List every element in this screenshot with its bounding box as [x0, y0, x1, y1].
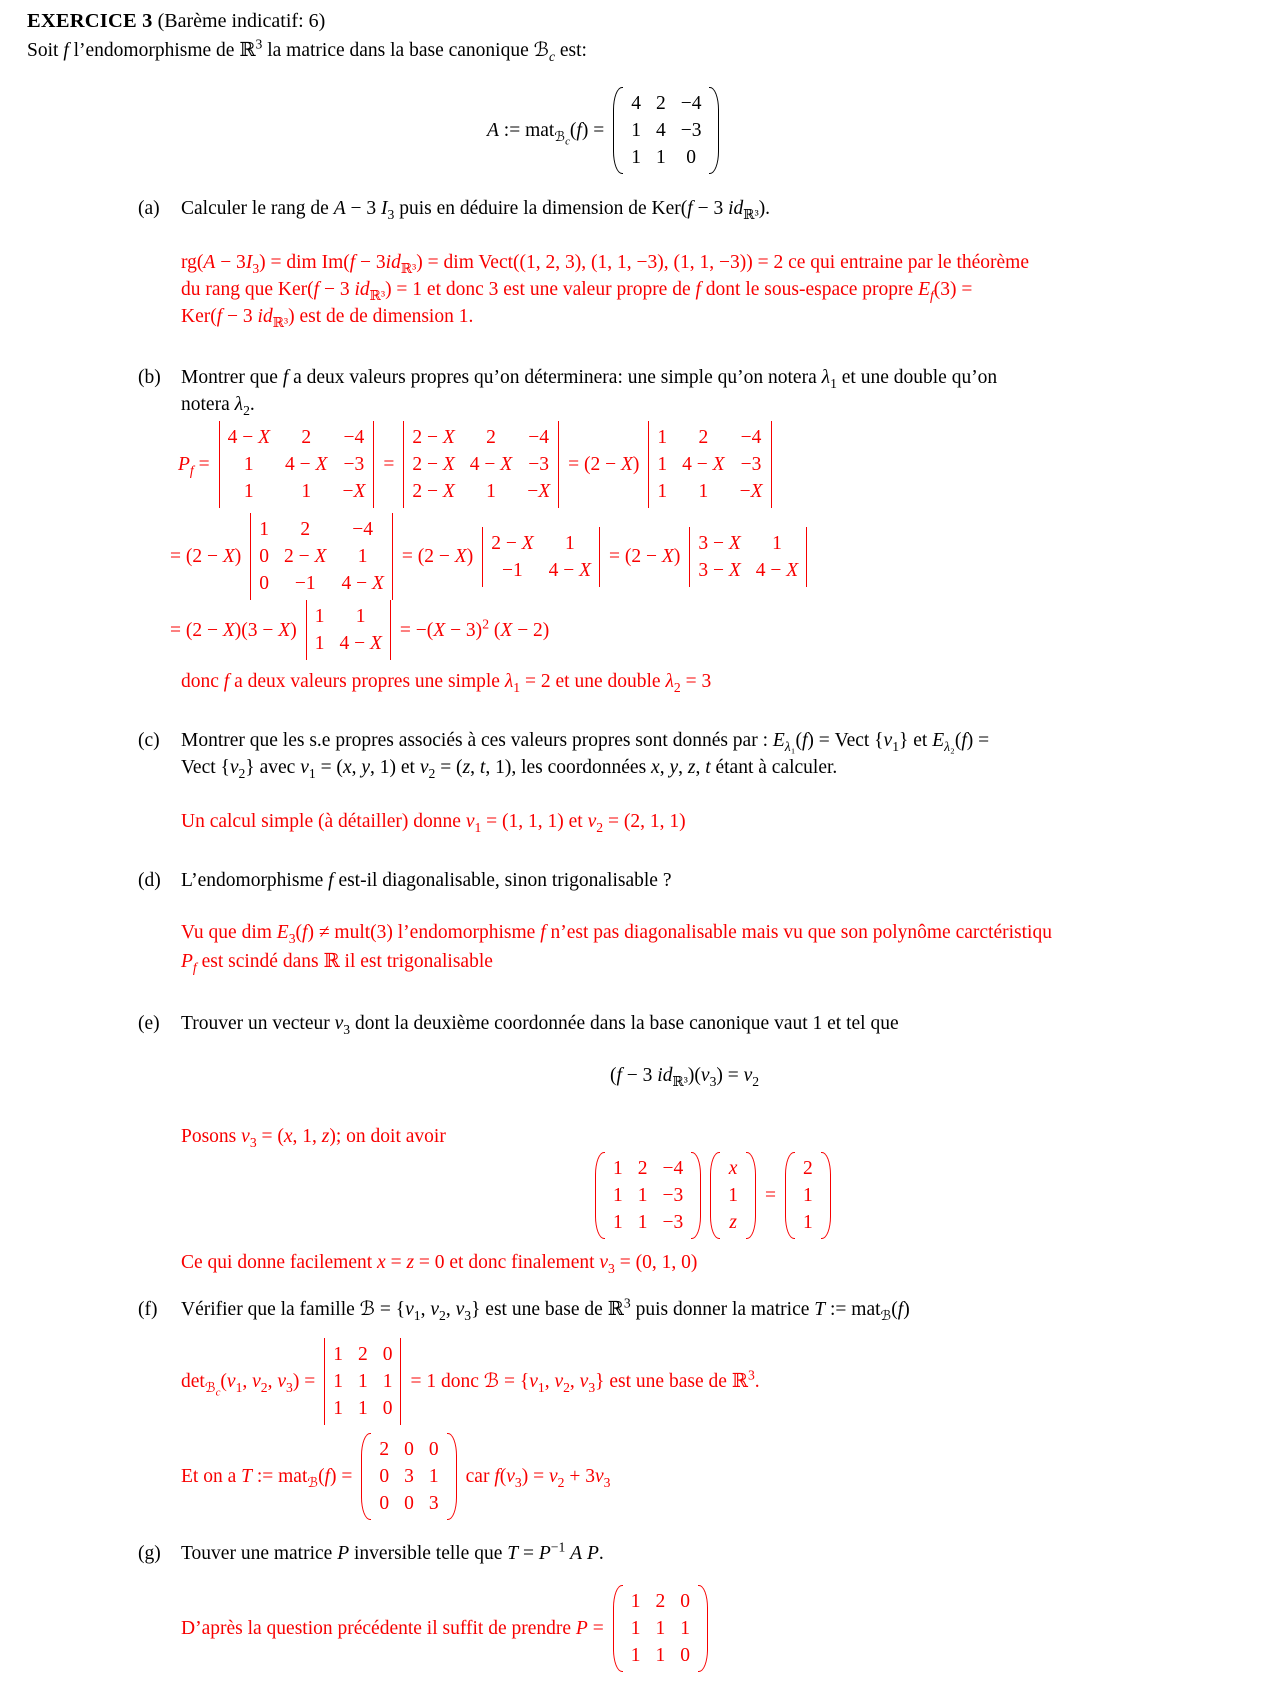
matrix-cell: −3	[662, 1212, 684, 1233]
unknown-vector	[710, 1152, 756, 1239]
matrix-cell: −1	[294, 573, 316, 594]
t-lead: Et on a T := mat$_ℬ$(f) =	[181, 1466, 353, 1490]
answer-b-conclusion: donc f a deux valeurs propres une simple $\lambda_1 = 2$ et une double $\lambda_2 = 3$	[181, 671, 712, 695]
matrix-cell: −4	[528, 427, 550, 448]
exercise-title	[27, 10, 1264, 33]
matrix-cell: 1	[564, 532, 575, 554]
item-g	[138, 1540, 1264, 1567]
item-c-text: Montrer que les s.e propres associés à ces valeurs propres sont donnés par : $E_{\lambda_1}(f)$ = Vect $\{v_1\}$ et $E_{\lambda_2}(f)$ = Vect $\{v_2\}$ avec $v_1 = (x$, y, 1) et $v_2 = (z$, t, 1), les coordonnées x, y, z, t étant à calculer.	[181, 730, 990, 781]
item-f-label: (f)	[138, 1299, 158, 1320]
matrix-cell: 1	[382, 1371, 393, 1392]
matrix-cell: 1	[333, 1344, 343, 1365]
matrix-cell: 2	[486, 427, 496, 448]
matrix-cell: 4 − X	[341, 573, 384, 594]
item-a	[138, 195, 1264, 222]
answer-f-t-matrix	[181, 1433, 1264, 1520]
matrix-cell: 2 − X	[412, 454, 455, 475]
t-tail: car $f(v_3) = v_2 + 3v_3$	[465, 1466, 611, 1490]
matrix-a-lead: A := mat$_{ℬ_c}$(f) =	[487, 120, 605, 148]
determinant-1	[219, 421, 375, 508]
matrix-cell: 1	[243, 454, 254, 475]
matrix-cell: 0	[259, 573, 270, 594]
item-f-text: Vérifier que la famille ℬ = {$v_1$, $v_2$, $v_3$} est une base de ℝ$^3$ puis donner la matrice T := mat$_ℬ$(f)	[181, 1295, 910, 1323]
matrix-cell: 1	[655, 147, 666, 168]
item-c-label: (c)	[138, 730, 160, 751]
matrix-cell: 2	[637, 1158, 648, 1179]
matrix-cell: 1	[259, 519, 270, 540]
matrix-cell: −X	[342, 481, 366, 502]
matrix-cell: 2	[698, 427, 709, 448]
matrix-cell: 4 − X	[682, 454, 725, 475]
matrix-cell: 2	[357, 1344, 368, 1365]
matrix-cell: 1	[803, 1212, 813, 1233]
matrix-cell: 1	[631, 147, 641, 168]
matrix-p	[613, 1585, 708, 1672]
answer-g	[181, 1585, 1264, 1672]
matrix-cell: 1	[357, 1371, 368, 1392]
matrix-cell: 0	[259, 546, 270, 567]
matrix-cell: 3 − X	[698, 532, 741, 554]
factor-2-minus-x: = (2 − X)	[170, 546, 242, 567]
answer-a: $rg(A - 3I_3)$ = dim $Im(f - 3id_{ℝ^3})$ = dim Vect((1, 2, 3), (1, 1, −3), (1, 1, −3)) = 2 ce qui entraine par le théorème du rang que Ker(f − 3 $id_{ℝ^3}) = 1$ et donc 3 est une valeur propre de f dont le sous-espace propre $E_f(3)$ = Ker(f − 3 $id_{ℝ^3}$) est de de dimension 1.	[181, 252, 1030, 330]
matrix-cell: 2	[300, 519, 311, 540]
matrix-cell: 1	[772, 532, 782, 554]
paren-right	[691, 1152, 701, 1239]
matrix-cell: 0	[680, 1645, 690, 1666]
paren-right	[698, 1585, 708, 1672]
paren-left	[710, 1152, 720, 1239]
factor-2-minus-x: = (2 − X)	[609, 546, 681, 567]
matrix-cell: 1	[630, 1618, 641, 1639]
matrix-cell: 1	[637, 1185, 648, 1206]
matrix-cell: 1	[680, 1618, 690, 1639]
item-d	[138, 867, 1264, 894]
matrix-t-grid	[375, 1433, 442, 1520]
matrix-cell: −4	[740, 427, 762, 448]
paren-left	[785, 1152, 795, 1239]
answer-d: Vu que dim $E_3(f)$ ≠ mult(3) l’endomorphisme f n’est pas diagonalisable mais vu que son polynôme carctéristiqu $P_f$ est scindé dans ℝ il est trigonalisable	[181, 922, 1052, 975]
determinant-6	[689, 527, 807, 587]
matrix-cell: 2	[379, 1439, 390, 1460]
matrix-cell: 2 − X	[412, 481, 455, 502]
matrix-cell: 3	[404, 1466, 414, 1487]
matrix-cell: 0	[686, 147, 696, 168]
matrix-cell: −4	[352, 519, 374, 540]
matrix-cell: 1	[803, 1185, 813, 1206]
item-d-label: (d)	[138, 870, 161, 891]
matrix-cell: −3	[343, 454, 365, 475]
char-poly-line-3	[170, 600, 1264, 660]
unknown-vector-grid	[724, 1152, 742, 1239]
matrix-cell: 1	[333, 1398, 343, 1419]
matrix-cell: 4 − X	[227, 427, 271, 448]
char-poly-line-1	[178, 421, 1264, 508]
item-b	[138, 364, 1264, 418]
matrix-cell: −X	[527, 481, 551, 502]
answer-f-determinant	[181, 1338, 1264, 1425]
matrix-cell: 0	[680, 1591, 690, 1612]
matrix-cell: 1	[613, 1212, 623, 1233]
answer-e-posons: Posons $v_3 = (x$, 1, z); on doit avoir	[181, 1126, 446, 1150]
determinant-7	[306, 600, 391, 660]
matrix-a-definition	[487, 87, 1264, 174]
paren-right	[447, 1433, 457, 1520]
matrix-cell: 1	[428, 1466, 439, 1487]
paren-left	[361, 1433, 371, 1520]
matrix-cell: 4 − X	[755, 559, 799, 581]
matrix-cell: 1	[301, 481, 312, 502]
matrix-cell: 4	[655, 120, 666, 141]
matrix-a-grid	[627, 87, 705, 174]
matrix-t	[361, 1433, 456, 1520]
matrix-cell: −3	[662, 1185, 684, 1206]
item-c	[138, 727, 1264, 781]
matrix-cell: 2 − X	[284, 546, 327, 567]
paren-right	[821, 1152, 831, 1239]
matrix-cell: 3	[428, 1493, 439, 1514]
matrix-cell: 1	[657, 427, 668, 448]
matrix-cell: 1	[333, 1371, 343, 1392]
matrix-cell: 4 − X	[285, 454, 328, 475]
det-tail: = 1 donc ℬ = {$v_1$, $v_2$, $v_3$} est une base de ℝ$^3$.	[410, 1367, 760, 1395]
matrix-cell: 4 − X	[469, 454, 513, 475]
matrix-cell: 2	[655, 1591, 666, 1612]
matrix-cell: 4	[631, 93, 641, 114]
result-vector	[785, 1152, 831, 1239]
matrix-cell: 1	[357, 1398, 368, 1419]
answer-e-conclusion: Ce qui donne facilement x = z = 0 et donc finalement $v_3 = (0$, 1, 0)	[181, 1252, 698, 1276]
matrix-cell: 2	[803, 1158, 813, 1179]
item-d-text: L’endomorphisme f est-il diagonalisable, sinon trigonalisable ?	[181, 870, 672, 891]
matrix-cell: x	[728, 1158, 738, 1179]
equals-sign: =	[765, 1185, 776, 1206]
matrix-cell: 3 − X	[698, 559, 741, 581]
matrix-cell: −1	[502, 559, 523, 581]
determinant-2	[403, 421, 559, 508]
matrix-cell: −X	[739, 481, 763, 502]
item-g-label: (g)	[138, 1543, 161, 1564]
matrix-cell: 1	[630, 1591, 641, 1612]
exercise-title-number: EXERCICE 3	[27, 10, 153, 32]
matrix-cell: 1	[630, 1645, 641, 1666]
intro-text: Soit f l’endomorphisme de ℝ$^3$ la matrice dans la base canonique ℬ$_c$ est:	[27, 36, 587, 64]
matrix-cell: 1	[637, 1212, 648, 1233]
char-poly-line-2	[170, 513, 1264, 600]
matrix-system	[595, 1152, 701, 1239]
matrix-cell: −3	[680, 120, 702, 141]
paren-left	[613, 87, 623, 174]
matrix-cell: 0	[428, 1439, 439, 1460]
matrix-cell: 1	[613, 1185, 623, 1206]
matrix-cell: 1	[314, 633, 325, 654]
item-a-text: Calculer le rang de A − 3 $I_3$ puis en déduire la dimension de Ker(f − 3 $id_{ℝ^3}$).	[181, 198, 771, 222]
matrix-cell: 0	[382, 1344, 393, 1365]
pf-lead: $P_f$ =	[178, 454, 210, 478]
matrix-cell: 1	[613, 1158, 623, 1179]
paren-right	[746, 1152, 756, 1239]
factor-2x-3x: = (2 − X)(3 − X)	[170, 619, 297, 641]
matrix-cell: z	[729, 1212, 737, 1233]
matrix-cell: 1	[314, 606, 325, 627]
matrix-cell: 1	[655, 1645, 666, 1666]
item-a-label: (a)	[138, 198, 160, 219]
system-matrix-grid	[609, 1152, 687, 1239]
matrix-cell: 1	[357, 546, 368, 567]
determinant-4	[250, 513, 393, 600]
matrix-cell: 4 − X	[548, 559, 592, 581]
matrix-cell: 2	[655, 93, 666, 114]
matrix-cell: 0	[382, 1398, 393, 1419]
answer-e-matrix-equation	[595, 1152, 1264, 1239]
factor-2-minus-x: = (2 − X)	[568, 454, 640, 475]
paren-left	[613, 1585, 623, 1672]
matrix-a	[613, 87, 719, 174]
exercise-title-bareme: (Barème indicatif: 6)	[152, 10, 326, 32]
char-poly-result: = $-(X - 3)^2$ (X − 2)	[399, 616, 550, 641]
item-f	[138, 1296, 1264, 1323]
answer-c: Un calcul simple (à détailler) donne $v_1 = (1$, 1, 1) et $v_2 = (2$, 1, 1)	[181, 811, 686, 835]
matrix-cell: −3	[528, 454, 550, 475]
item-b-text: Montrer que f a deux valeurs propres qu’on déterminera: une simple qu’on notera $\lambda_1$ et une double qu’on notera $\lambda_2$.	[181, 367, 998, 418]
item-b-label: (b)	[138, 367, 161, 388]
matrix-cell: 0	[379, 1466, 390, 1487]
matrix-cell: 4 − X	[339, 633, 382, 654]
matrix-cell: −3	[740, 454, 762, 475]
p-lead: D’après la question précédente il suffit de prendre P =	[181, 1618, 604, 1639]
matrix-cell: −4	[343, 427, 365, 448]
matrix-cell: 0	[404, 1493, 414, 1514]
matrix-cell: 0	[404, 1439, 414, 1460]
matrix-cell: −4	[662, 1158, 684, 1179]
matrix-cell: 2 − X	[491, 532, 534, 554]
determinant-basis	[324, 1338, 401, 1425]
paren-right	[709, 87, 719, 174]
matrix-cell: 2 − X	[412, 427, 455, 448]
matrix-cell: 1	[243, 481, 254, 502]
matrix-cell: 1	[698, 481, 709, 502]
matrix-cell: 1	[657, 454, 668, 475]
matrix-cell: 1	[355, 606, 366, 627]
equation-e: (f − 3 $id_{ℝ^3})(v_3) = v_2$	[610, 1065, 760, 1089]
matrix-cell: 1	[657, 481, 668, 502]
equals-sign: =	[383, 454, 395, 475]
item-g-text: Touver une matrice P inversible telle que $T = P^{-1}$ A P.	[181, 1539, 604, 1564]
result-vector-grid	[799, 1152, 817, 1239]
matrix-cell: 1	[486, 481, 496, 502]
matrix-p-grid	[627, 1585, 694, 1672]
item-e	[138, 1010, 1264, 1037]
item-e-text: Trouver un vecteur $v_3$ dont la deuxième coordonnée dans la base canonique vaut 1 et tel que	[181, 1013, 899, 1037]
determinant-3	[648, 421, 771, 508]
item-e-label: (e)	[138, 1013, 160, 1034]
factor-2-minus-x: = (2 − X)	[401, 546, 474, 567]
matrix-cell: 1	[655, 1618, 666, 1639]
matrix-cell: 1	[631, 120, 641, 141]
paren-left	[595, 1152, 605, 1239]
determinant-5	[482, 527, 600, 587]
matrix-cell: 1	[728, 1185, 738, 1206]
det-lead: $\det_{ℬ_c}(v_1$, $v_2$, $v_3$) =	[181, 1371, 316, 1399]
matrix-cell: −4	[680, 93, 702, 114]
matrix-cell: 2	[301, 427, 312, 448]
matrix-cell: 0	[379, 1493, 390, 1514]
